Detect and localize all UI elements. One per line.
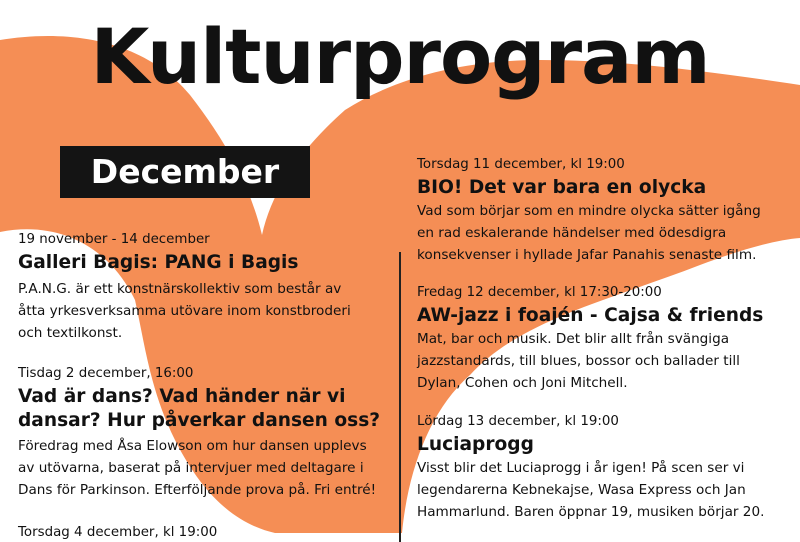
description-line: Mat, bar och musik. Det blir allt från svängiga	[417, 331, 730, 347]
event-date: 19 november - 14 december	[18, 232, 210, 247]
description-line: konsekvenser i hyllade Jafar Panahis senaste film.	[417, 247, 757, 263]
description-line: åtta yrkesverksamma utövare inom konstbroderi	[18, 303, 351, 319]
event-title: Galleri Bagis: PANG i Bagis	[18, 252, 299, 273]
event-title: AW-jazz i foajén - Cajsa & friends	[417, 305, 764, 326]
description-line: Dans för Parkinson. Efterföljande prova på. Fri entré!	[18, 482, 377, 498]
event-vad-ar-dans	[18, 365, 398, 501]
page-title: Kulturprogram	[90, 12, 710, 101]
column-divider	[399, 252, 401, 542]
title-line: Vad är dans? Vad händer när vi	[18, 386, 346, 407]
description-line: Föredrag med Åsa Elowson om hur dansen upplevs	[18, 438, 367, 454]
month-banner	[60, 146, 310, 198]
description-line: Hammarlund. Baren öppnar 19, musiken börjar 20.	[417, 504, 765, 520]
title-line: dansar? Hur påverkar dansen oss?	[18, 410, 381, 431]
event-torsdag-4-december	[18, 524, 398, 542]
event-date: Torsdag 11 december, kl 19:00	[417, 157, 625, 172]
description-line: P.A.N.G. är ett konstnärskollektiv som består av	[18, 281, 342, 297]
event-date: Lördag 13 december, kl 19:00	[417, 414, 619, 429]
event-title: Luciaprogg	[417, 434, 534, 455]
event-luciaprogg	[417, 413, 797, 523]
event-description	[417, 457, 797, 523]
month-label: December	[90, 152, 280, 191]
event-title: BIO! Det var bara en olycka	[417, 177, 707, 198]
event-aw-jazz	[417, 284, 797, 394]
description-line: jazzstandards, till blues, bossor och ballader till	[417, 353, 740, 369]
description-line: en rad eskalerande händelser med ödesdigra	[417, 225, 727, 241]
event-date: Fredag 12 december, kl 17:30-20:00	[417, 285, 662, 300]
event-description	[417, 200, 797, 266]
description-line: av utövarna, baserat på intervjuer med deltagare i	[18, 460, 364, 476]
event-description	[18, 278, 398, 344]
description-line: legendarerna Kebnekajse, Wasa Express och Jan	[417, 482, 746, 498]
event-description	[18, 435, 398, 501]
description-line: Vad som börjar som en mindre olycka sätter igång	[417, 203, 761, 219]
description-line: Dylan, Cohen och Joni Mitchell.	[417, 375, 628, 391]
event-date: Torsdag 4 december, kl 19:00	[18, 525, 218, 540]
event-date: Tisdag 2 december, 16:00	[18, 366, 194, 381]
description-line: och textilkonst.	[18, 325, 123, 341]
event-title	[18, 385, 398, 433]
event-description	[417, 328, 797, 394]
description-line: Visst blir det Luciaprogg i år igen! På scen ser vi	[417, 460, 745, 476]
event-bio	[417, 156, 797, 266]
event-galleri-bagis	[18, 231, 398, 344]
